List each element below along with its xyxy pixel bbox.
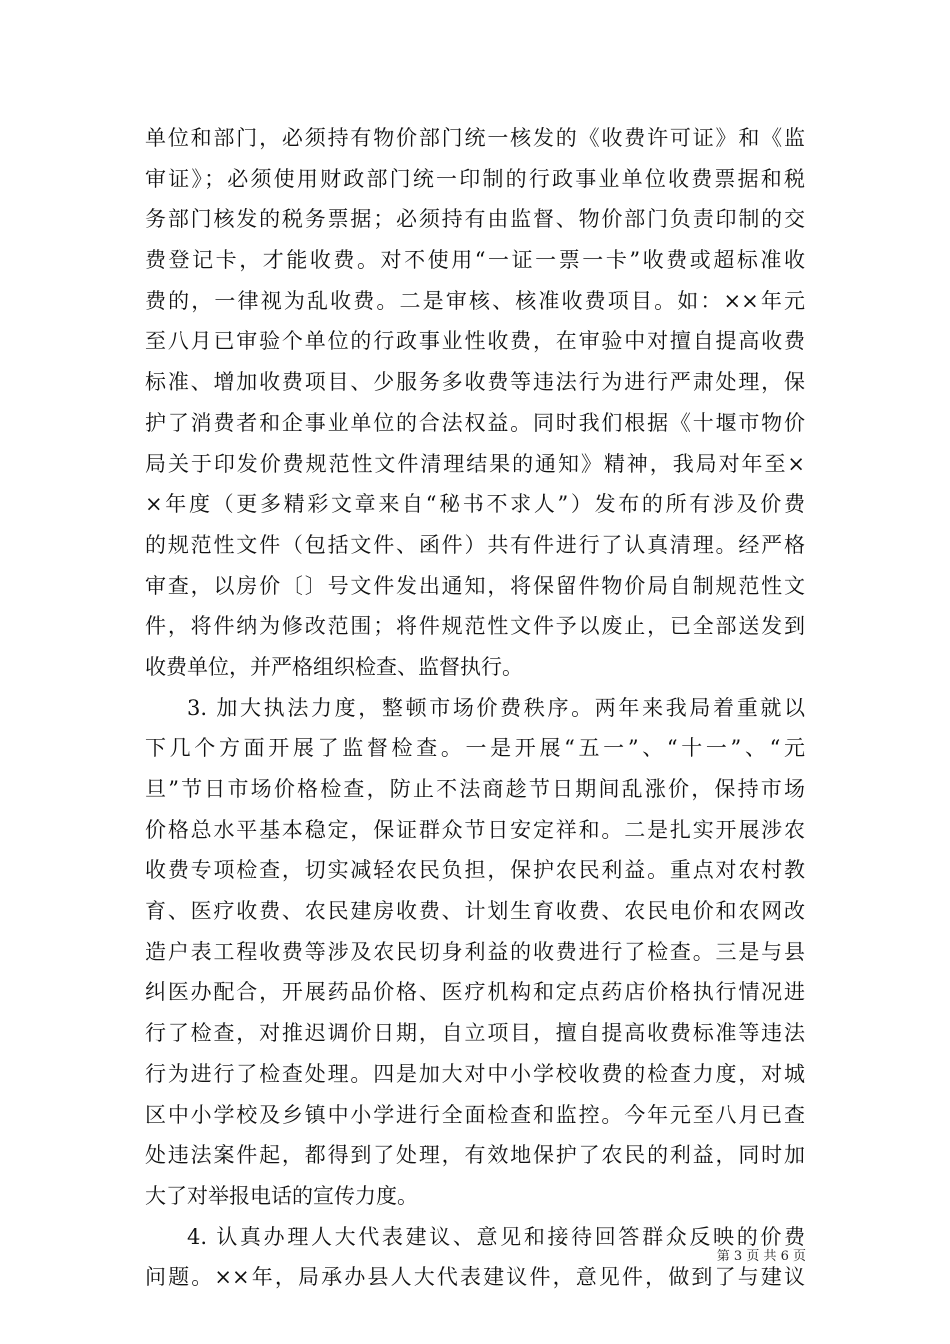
text-line: 局关于印发价费规范性文件清理结果的通知》精神，我局对年至× <box>145 451 805 476</box>
paragraph <box>145 118 805 688</box>
text-line: 件，将件纳为修改范围；将件规范性文件予以废止，已全部送发到 <box>145 614 805 639</box>
text-line: 的规范性文件（包括文件、函件）共有件进行了认真清理。经严格 <box>145 532 805 557</box>
text-line: ×年度（更多精彩文章来自“秘书不求人”）发布的所有涉及价费 <box>145 492 805 517</box>
text-line: 至八月已审验个单位的行政事业性收费，在审验中对擅自提高收费 <box>145 329 805 354</box>
document-body <box>145 118 805 1298</box>
page-number-footer: 第 3 页 共 6 页 <box>716 1249 806 1264</box>
text-line: 行为进行了检查处理。四是加大对中小学校收费的检查力度，对城 <box>145 1061 805 1086</box>
text-line: 费登记卡，才能收费。对不使用“一证一票一卡”收费或超标准收 <box>145 248 805 273</box>
text-line: 造户表工程收费等涉及农民切身利益的收费进行了检查。三是与县 <box>145 939 805 964</box>
text-line: 下几个方面开展了监督检查。一是开展“五一”、“十一”、“元 <box>145 736 805 761</box>
text-line: 育、医疗收费、农民建房收费、计划生育收费、农民电价和农网改 <box>145 899 805 924</box>
text-line: 处违法案件起，都得到了处理，有效地保护了农民的利益，同时加 <box>145 1143 805 1168</box>
text-line: 费的，一律视为乱收费。二是审核、核准收费项目。如：××年元 <box>145 288 805 313</box>
text-line: 标准、增加收费项目、少服务多收费等违法行为进行严肃处理，保 <box>145 370 805 395</box>
text-line: 收费单位，并严格组织检查、监督执行。 <box>145 654 523 679</box>
text-line: 行了检查，对推迟调价日期，自立项目，擅自提高收费标准等违法 <box>145 1021 805 1046</box>
text-line: 务部门核发的税务票据；必须持有由监督、物价部门负责印制的交 <box>145 207 805 232</box>
text-line: 审证》；必须使用财政部门统一印制的行政事业单位收费票据和税 <box>145 166 805 191</box>
text-line: 大了对举报电话的宣传力度。 <box>145 1183 418 1208</box>
text-line: 收费专项检查，切实减轻农民负担，保护农民利益。重点对农村教 <box>145 858 805 883</box>
text-line: 3. 加大执法力度，整顿市场价费秩序。两年来我局着重就以 <box>187 695 805 720</box>
text-line: 纠医办配合，开展药品价格、医疗机构和定点药店价格执行情况进 <box>145 980 805 1005</box>
text-line: 区中小学校及乡镇中小学进行全面检查和监控。今年元至八月已查 <box>145 1102 805 1127</box>
paragraph <box>145 688 805 1217</box>
text-line: 护了消费者和企事业单位的合法权益。同时我们根据《十堰市物价 <box>145 410 805 435</box>
text-line: 问题。××年，局承办县人大代表建议件，意见件，做到了与建议 <box>145 1265 805 1290</box>
text-line: 旦”节日市场价格检查，防止不法商趁节日期间乱涨价，保持市场 <box>145 777 805 801</box>
text-line: 价格总水平基本稳定，保证群众节日安定祥和。二是扎实开展涉农 <box>145 817 805 842</box>
text-line: 审查，以房价〔〕号文件发出通知，将保留件物价局自制规范性文 <box>145 573 805 598</box>
text-line: 单位和部门，必须持有物价部门统一核发的《收费许可证》和《监 <box>145 126 805 150</box>
text-line: 4. 认真办理人大代表建议、意见和接待回答群众反映的价费 <box>187 1224 805 1249</box>
